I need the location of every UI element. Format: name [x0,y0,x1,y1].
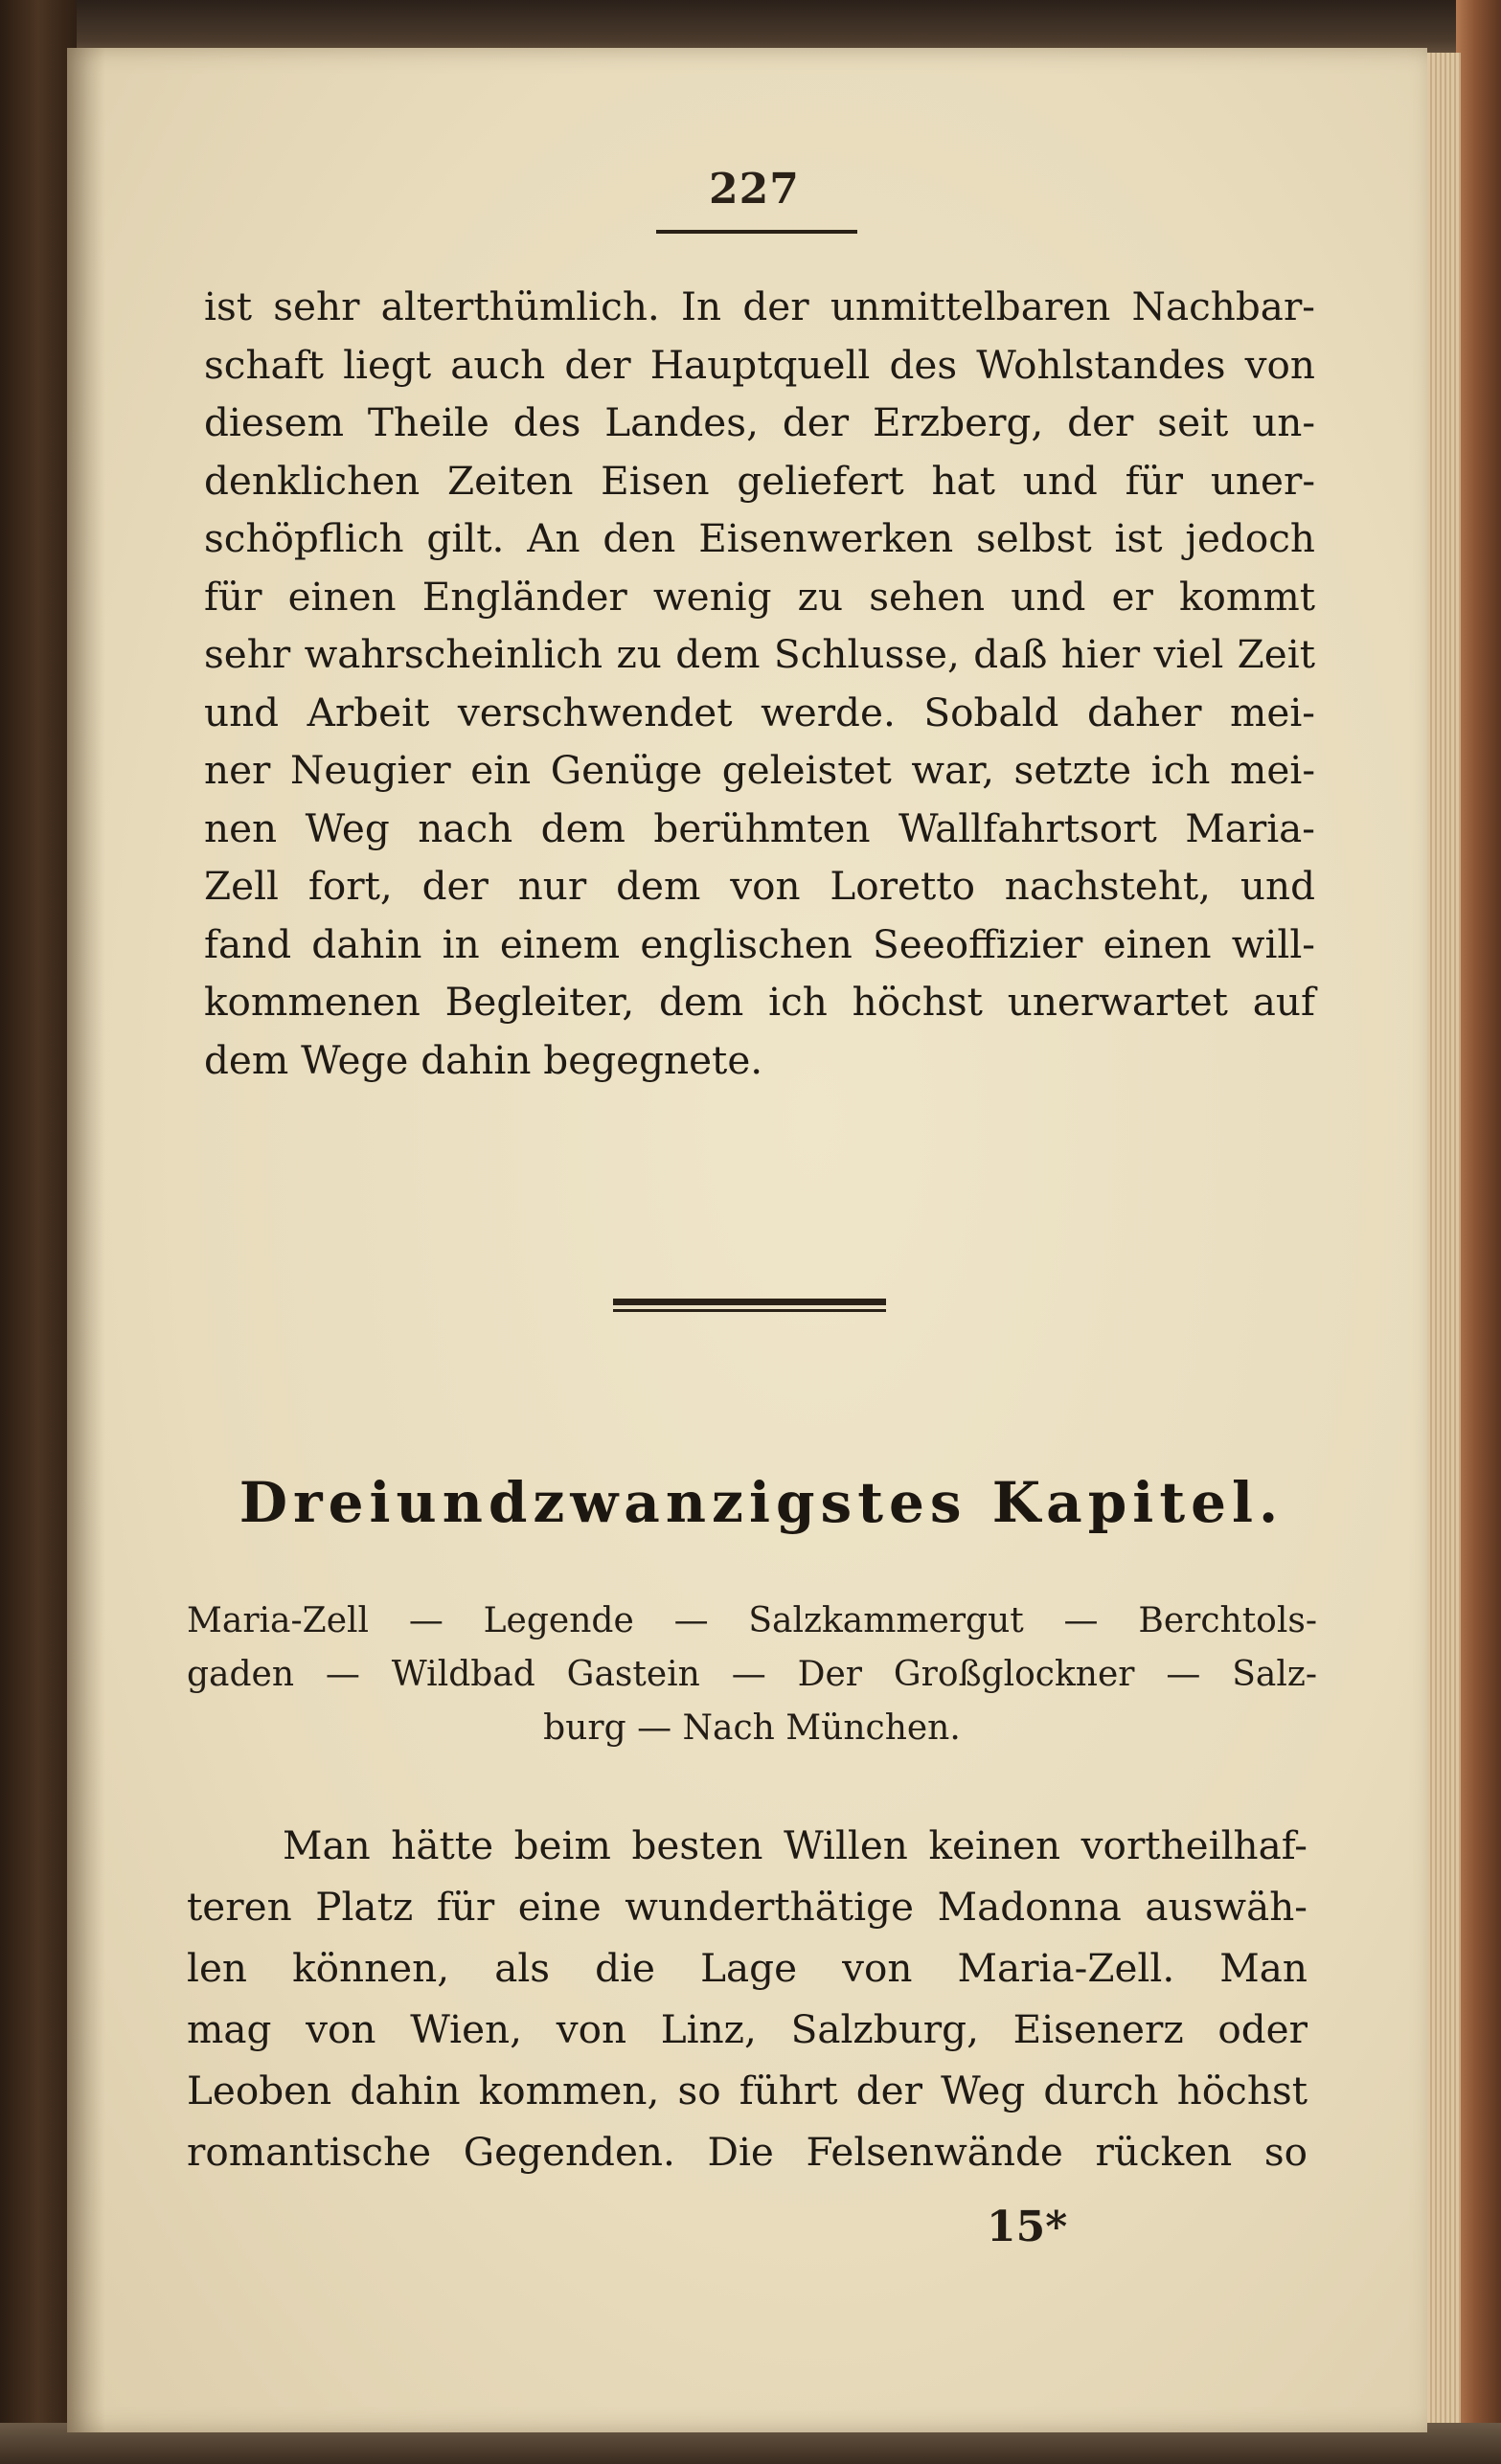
summary-line: burg — Nach München. [543,1708,961,1748]
body-text-block-2 [187,1815,1308,2182]
text-line: Zell fort, der nur dem von Loretto nachsteht, und [204,863,1315,909]
summary-line: Maria-Zell — Legende — Salzkammergut — Berchtols- [187,1601,1317,1640]
page-number-rule [656,230,857,234]
signature-mark: 15* [987,2203,1068,2251]
text-line: ner Neugier ein Genüge geleistet war, setzte ich mei- [204,747,1315,793]
text-line: nen Weg nach dem berühmten Wallfahrtsort Maria- [204,804,1315,851]
page-gutter-shadow [67,48,105,2432]
chapter-divider-thin [613,1309,886,1312]
summary-line: gaden — Wildbad Gastein — Der Großglockner — Salz- [187,1655,1317,1694]
chapter-summary [187,1594,1317,1755]
book-cover-right [1456,0,1501,2464]
text-line: fand dahin in einem englischen Seeoffizier einen will- [204,920,1315,967]
page-number: 227 [709,165,800,214]
text-line: mag von Wien, von Linz, Salzburg, Eisenerz oder [187,2006,1308,2052]
text-line: kommenen Begleiter, dem ich höchst unerwartet auf [204,979,1315,1025]
text-line: und Arbeit verschwendet werde. Sobald daher mei- [204,689,1315,735]
chapter-divider-thick [613,1299,886,1305]
text-line: teren Platz für eine wunderthätige Madonna auswäh- [187,1884,1308,1930]
text-line: Man hätte beim besten Willen keinen vortheilhaf- [283,1822,1308,1868]
book-cover-left [0,0,77,2464]
text-line: Leoben dahin kommen, so führt der Weg durch höchst [187,2068,1308,2114]
text-line: len können, als die Lage von Maria-Zell. Man [187,1945,1308,1991]
text-line: schaft liegt auch der Hauptquell des Wohlstandes von [204,341,1315,388]
text-line: romantische Gegenden. Die Felsenwände rücken so [187,2129,1308,2175]
body-text-block-1 [204,278,1315,1089]
text-line: ist sehr alterthümlich. In der unmittelbaren Nachbar- [204,283,1315,329]
chapter-title: Dreiundzwanzigstes Kapitel. [239,1470,1285,1535]
text-line: denklichen Zeiten Eisen geliefert hat und für uner- [204,457,1315,504]
text-line: dem Wege dahin begegnete. [204,1036,763,1083]
text-line: schöpflich gilt. An den Eisenwerken selbst ist jedoch [204,515,1315,561]
text-line: sehr wahrscheinlich zu dem Schlusse, daß hier viel Zeit [204,631,1315,677]
text-line: diesem Theile des Landes, der Erzberg, der seit un- [204,399,1315,445]
text-line: für einen Engländer wenig zu sehen und er kommt [204,573,1315,620]
